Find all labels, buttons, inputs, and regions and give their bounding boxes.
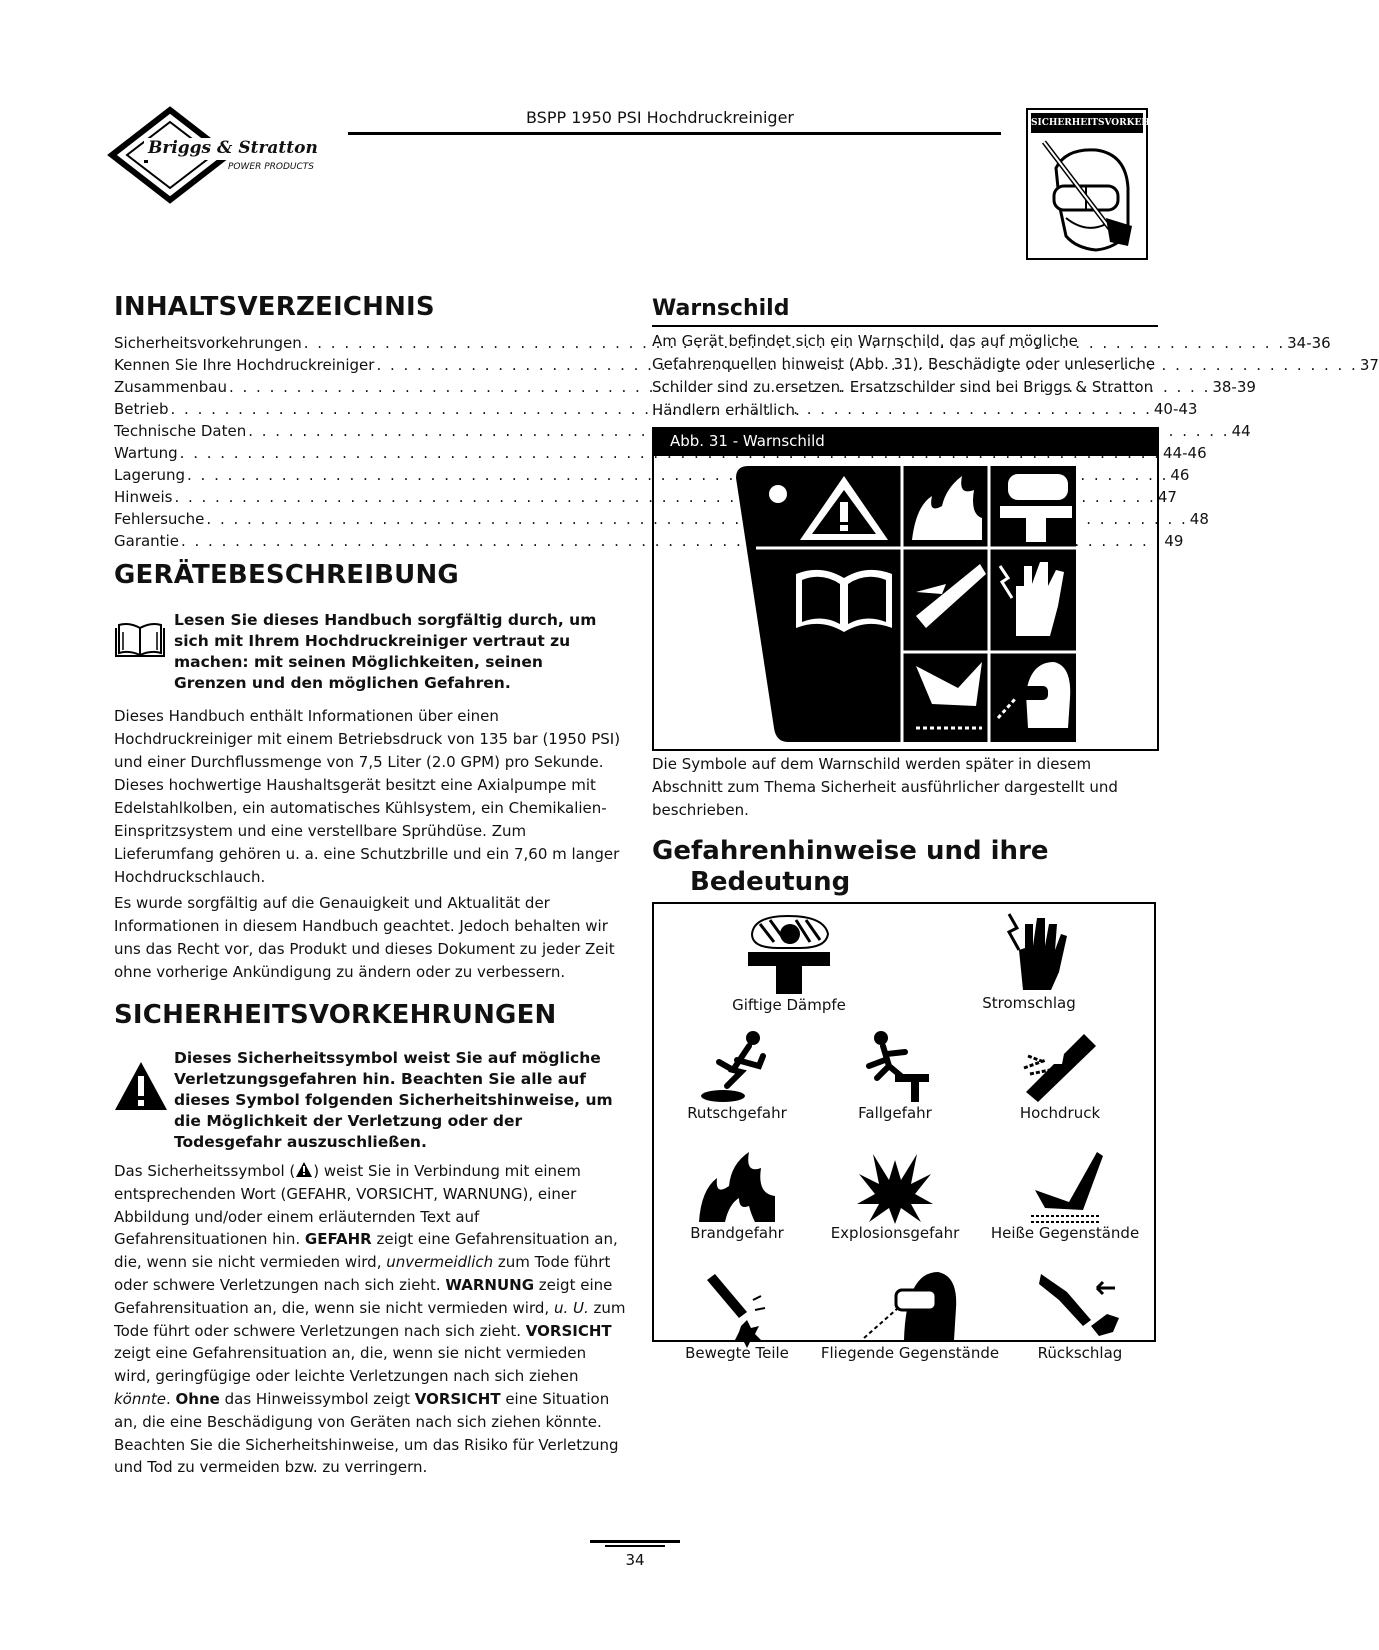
footer-rule-inner [605,1545,665,1547]
toc-page: 44-46 [1163,444,1207,462]
hazard-item [954,910,1104,1012]
hazard-label: Giftige Dämpfe [732,996,846,1014]
hazard-label: Rückschlag [1037,1344,1123,1362]
logo-sub: POWER PRODUCTS [228,162,314,172]
toc-page: 47 [1157,488,1177,506]
warning-label-graphic [736,466,1076,742]
hot-surface-icon [1025,1150,1105,1224]
geraet-heading: GERÄTEBESCHREIBUNG [114,560,459,590]
toc-heading: INHALTSVERZEICHNIS [114,292,435,322]
toc-page: 49 [1164,532,1184,550]
toc-entry[interactable] [114,398,1198,420]
hazard-item [820,1150,970,1242]
toxic-fumes-icon [744,912,834,996]
toc-label: Wartung [114,444,178,462]
slip-hazard-icon [697,1030,777,1104]
toc-entry[interactable] [114,376,1256,398]
toc-page: 37 [1359,356,1379,374]
toc-label: Garantie [114,532,179,550]
toc-label: Hinweis [114,488,173,506]
hazard-label: Hochdruck [1019,1104,1101,1122]
hazard-item [1010,1270,1150,1362]
header-rule [348,132,1001,135]
hazard-label: Stromschlag [982,994,1076,1012]
hazard-item [662,1030,812,1122]
badge-label: SICHERHEITSVORKEHRUNGEN [1031,113,1143,133]
fall-hazard-icon [855,1030,935,1104]
header-title: BSPP 1950 PSI Hochdruckreiniger [525,108,795,127]
toc-page: 38-39 [1212,378,1256,396]
electric-shock-icon [989,910,1069,994]
safety-alert-icon [113,1060,169,1112]
inline-safety-alert-icon [295,1161,313,1178]
toc-label: Technische Daten [114,422,247,440]
hazard-symbols-box [652,902,1156,1362]
geraet-paragraph-1: Dieses Handbuch enthält Informationen über einen Hochdruckreiniger mit einem Betriebsdruck von 135 bar (1950 PSI) und einer Durchflussmenge von 7,5 Liter (2.0 GPM) pro Sekunde. Dieses hochwertige Haushaltsgerät besitzt eine Axialpumpe mit Edelstahlkolben, ein automatisches Kühlsystem, ein Chemikalien-Einspritzsystem und eine verstellbare Sprühdüse. Zum Lieferumfang gehören u. a. eine Schutzbrille und ein 7,60 m langer Hochdruckschlauch. [114,707,621,886]
high-pressure-icon [1020,1030,1100,1104]
safety-paragraph: Das Sicherheitssymbol ( ) weist Sie in Verbindung mit einem entsprechenden Wort (GEFAHR, VORSICHT, WARNUNG), einer Abbildung und/oder einem erläuternden Text auf Gefahrensituationen hin. GEFAHR zeigt eine Gefahrensituation an, die, wenn sie nicht vermieden wird, unvermeidlich zum Tode führt oder schwere Verletzungen nach sich zieht. WARNUNG zeigt eine Gefahrensituation an, die, wenn sie nicht vermieden wird, u. U. zum Tode führt oder schwere Verletzungen nach sich zieht. VORSICHT zeigt eine Gefahrensituation an, die, wenn sie nicht vermieden wird, geringfügige oder leichte Verletzungen nach sich ziehen könnte. Ohne das Hinweissymbol zeigt VORSICHT eine Situation an, die eine Beschädigung von Geräten nach sich ziehen könnte. Beachten Sie die Sicherheitshinweise, um das Risiko für Verletzung und Tod zu vermeiden bzw. zu verringern. [114,1162,626,1477]
figure-31-caption: Abb. 31 - Warnschild [652,427,1159,456]
hazard-item [662,1270,812,1362]
read-manual-icon [113,622,167,660]
toc-label: Kennen Sie Ihre Hochdruckreiniger [114,356,375,374]
toc-page: 34-36 [1287,334,1331,352]
toc-page: 48 [1189,510,1209,528]
moving-parts-icon [697,1270,777,1344]
safety-goggles-icon [1036,138,1140,256]
page-number: 34 [625,1551,645,1569]
hazard-label: Rutschgefahr [687,1104,787,1122]
logo-brand: Briggs & Stratton [148,138,318,158]
toc-entry[interactable] [114,464,1190,486]
toc-label: Sicherheitsvorkehrungen [114,334,302,352]
read-manual-callout: Lesen Sie dieses Handbuch sorgfältig durch, um sich mit Ihrem Hochdruckreiniger vertraut zu machen: mit seinen Möglichkeiten, seinen Grenzen und den möglichen Gefahren. [174,611,597,692]
hazard-label: Heiße Gegenstände [990,1224,1140,1242]
warnschild-rule [652,325,1158,327]
safety-callout: Dieses Sicherheitssymbol weist Sie auf mögliche Verletzungsgefahren hin. Beachten Sie alle auf dieses Symbol folgenden Sicherheitshinweise, um die Möglichkeit der Verletzung oder der Todesgefahr auszuschließen. [174,1049,613,1151]
hazard-item [662,1150,812,1242]
hazard-item [980,1030,1140,1122]
toc-page: 44 [1231,422,1251,440]
toc-entry[interactable] [114,354,1379,376]
warnschild-heading: Warnschild [652,296,790,321]
hazard-item [980,1150,1150,1242]
hazard-item [820,1030,970,1122]
toc-label: Zusammenbau [114,378,227,396]
toc-entry[interactable] [114,530,1184,552]
toc-entry[interactable] [114,486,1177,508]
toc-label: Lagerung [114,466,186,484]
toc-label: Betrieb [114,400,169,418]
briggs-stratton-logo [110,108,332,202]
toc-entry[interactable] [114,508,1209,530]
kickback-icon [1037,1270,1123,1344]
hazard-item [704,912,874,1014]
hazard-label: Explosionsgefahr [830,1224,960,1242]
hazard-item [820,1268,1000,1362]
footer-rule [590,1540,680,1543]
toc-entry[interactable] [114,332,1331,354]
hazards-heading: Gefahrenhinweise und ihre Bedeutung [652,836,1049,897]
toc-page: 40-43 [1153,400,1198,418]
fire-hazard-icon [695,1150,779,1224]
section-badge [1026,108,1197,260]
hazard-label: Brandgefahr [690,1224,784,1242]
toc-page: 46 [1170,466,1190,484]
symbols-paragraph: Die Symbole auf dem Warnschild werden später in diesem Abschnitt zum Thema Sicherheit ausführlicher dargestellt und beschrieben. [652,755,1118,819]
warnschild-paragraph: Am Gerät befindet sich ein Warnschild, das auf mögliche Gefahrenquellen hinweist (Abb. 31). Beschädigte oder unleserliche Schilder sind zu ersetzen. Ersatzschilder sind bei Briggs & Stratton Händlern erhältlich. [652,332,1156,419]
geraet-paragraph-2: Es wurde sorgfältig auf die Genauigkeit und Aktualität der Informationen in diesem Handbuch geachtet. Jedoch behalten wir uns das Recht vor, das Produkt und dieses Dokument zu jeder Zeit ohne vorherige Ankündigung zu ändern oder zu verbessern. [114,894,615,981]
toc-label: Fehlersuche [114,510,205,528]
flying-objects-icon [860,1268,960,1344]
hazard-label: Fliegende Gegenstände [820,1344,1000,1362]
toc-entry[interactable] [114,442,1207,464]
explosion-icon [855,1150,935,1224]
hazard-label: Fallgefahr [858,1104,932,1122]
safety-heading: SICHERHEITSVORKEHRUNGEN [114,1000,557,1030]
hazard-label: Bewegte Teile [685,1344,789,1362]
